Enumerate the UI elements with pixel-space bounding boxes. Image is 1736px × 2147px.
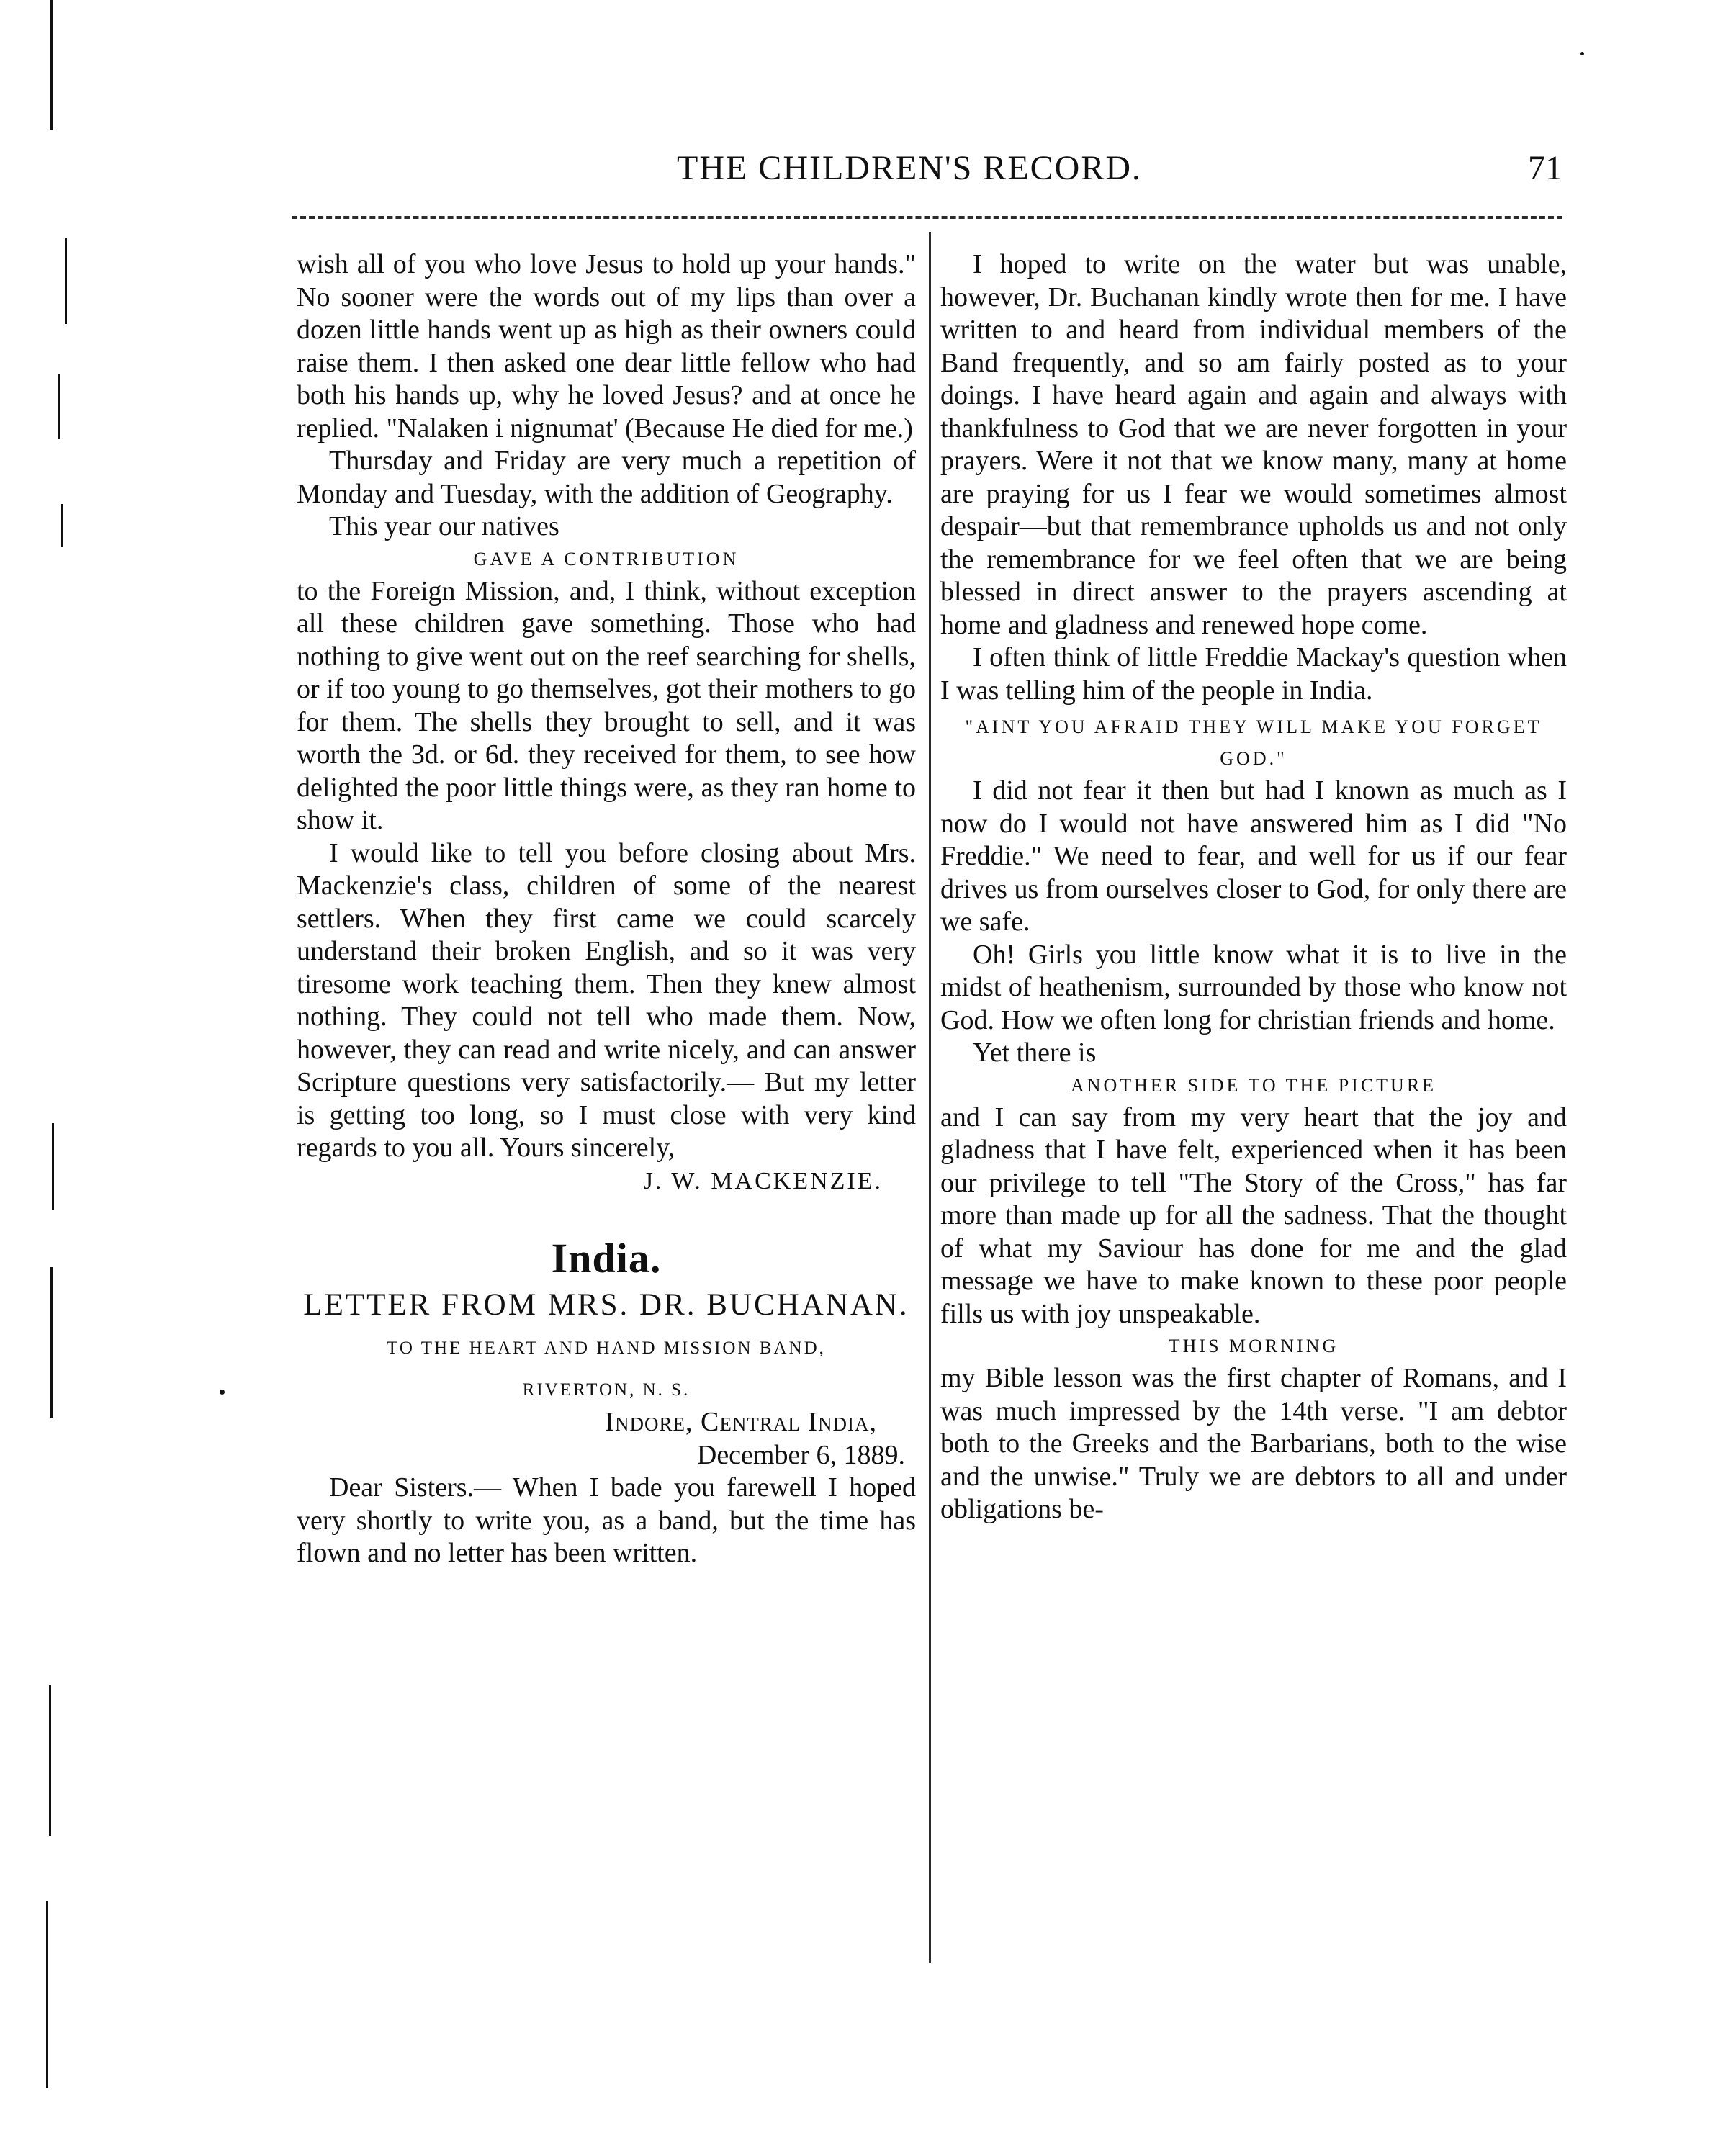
left-paragraph-3: This year our natives: [329, 511, 559, 541]
scan-edge-mark: [50, 1267, 53, 1418]
right-paragraph-3: I did not fear it then but had I known as much as I now do I would not have answered him as I did "No Freddie." We need to fear, and well for us if our fear drives us from ourselves closer to God, for only there are we safe.: [940, 775, 1567, 937]
column-divider: [929, 232, 931, 1963]
scan-edge-mark: [52, 1123, 54, 1210]
section-title-india: India.: [551, 1235, 662, 1282]
left-subhead-contribution: GAVE A CONTRIBUTION: [473, 548, 739, 570]
scan-dot: [220, 1390, 225, 1395]
scan-edge-mark: [46, 1901, 48, 2088]
scan-edge-mark: [49, 1685, 51, 1836]
left-paragraph-2: Thursday and Friday are very much a repetition of Monday and Tuesday, with the addition of Geography.: [297, 446, 916, 509]
letter-title: LETTER FROM MRS. DR. BUCHANAN.: [303, 1288, 909, 1322]
letter-location: RIVERTON, N. S.: [522, 1380, 691, 1400]
running-title: THE CHILDREN'S RECORD.: [677, 149, 1142, 187]
page-header: [677, 151, 1562, 202]
signature: J. W. MACKENZIE.: [643, 1167, 883, 1194]
scan-edge-mark: [65, 238, 67, 324]
left-paragraph-1: wish all of you who love Jesus to hold up your hands." No sooner were the words out of my lips than over a dozen little hands went up as high as their owners could raise them. I then asked one dear little fellow who had both his hands up, why he loved Jesus? and at once he replied. "Nalaken i nignumat' (Because He died for me.): [297, 249, 916, 444]
dateline-date: December 6, 1889.: [696, 1439, 905, 1470]
left-paragraph-6: Dear Sisters.— When I bade you farewell I hoped very shortly to write you, as a band, but the time has flown and no letter has been written.: [297, 1472, 916, 1568]
left-paragraph-4: to the Foreign Mission, and, I think, without exception all these children gave something. Those who had nothing to give went out on the reef searching for shells, or if too young to go themselves, got their mothers to go for them. The shells they brought to sell, and it was worth the 3d. or 6d. they received for them, to see how delighted the poor little things were, as they ran home to show it.: [297, 575, 916, 835]
scan-dot: [1580, 52, 1584, 55]
right-paragraph-7: my Bible lesson was the first chapter of Romans, and I was much impressed by the 14th verse. "I am debtor both to the Greeks and the Barbarians, both to the wise and the unwise." Truly we are debtors to all and under obligations be-: [940, 1363, 1567, 1524]
scan-edge-mark: [61, 504, 63, 547]
right-paragraph-5: Yet there is: [973, 1038, 1097, 1068]
right-paragraph-4: Oh! Girls you little know what it is to live in the midst of heathenism, surrounded by those who know not God. How we often long for christian friends and home.: [940, 939, 1567, 1035]
right-paragraph-2: I often think of little Freddie Mackay's question when I was telling him of the people in India.: [940, 642, 1567, 706]
left-paragraph-5: I would like to tell you before closing about Mrs. Mackenzie's class, children of some of the nearest settlers. When they first came we could scarcely understand their broken English, and so it was very tiresome work teaching them. Then they knew almost nothing. They could not tell who made them. Now, however, they can read and write nicely, and can answer Scripture questions very satisfactorily.— But my letter is getting too long, so I must close with very kind regards to you all. Yours sincerely,: [297, 837, 916, 1163]
letter-recipient: TO THE HEART AND HAND MISSION BAND,: [387, 1338, 826, 1358]
right-column: [940, 248, 1567, 1526]
page-number: 71: [1528, 149, 1562, 187]
header-rule: [292, 216, 1562, 219]
right-subhead-morning: THIS MORNING: [1168, 1336, 1339, 1356]
right-subhead-question: "AINT YOU AFRAID THEY WILL MAKE YOU FORGET GOD.": [965, 716, 1542, 769]
scan-edge-mark: [50, 0, 53, 130]
right-paragraph-1: I hoped to write on the water but was unable, however, Dr. Buchanan kindly wrote then for me. I have written to and heard from individual members of the Band frequently, and so am fairly posted as to your doings. I have heard again and again and always with thankfulness to God that we are never forgotten in your prayers. Were it not that we know many, many at home are praying for us I fear we would sometimes almost despair—but that remembrance upholds us and not only the remembrance for we feel often that we are being blessed in direct answer to the prayers ascending at home and gladness and renewed hope come.: [940, 249, 1567, 640]
right-subhead-picture: ANOTHER SIDE TO THE PICTURE: [1070, 1074, 1437, 1096]
left-column: [297, 248, 916, 1570]
scan-edge-mark: [58, 374, 60, 439]
dateline-place: Indore, Central India,: [605, 1407, 877, 1437]
right-paragraph-6: and I can say from my very heart that the joy and gladness that I have felt, experienced when it has been our privilege to tell "The Story of the Cross," has far more than made up for all the sadness. That the thought of what my Saviour has done for me and the glad message we have to make known to these poor people fills us with joy unspeakable.: [940, 1102, 1567, 1329]
